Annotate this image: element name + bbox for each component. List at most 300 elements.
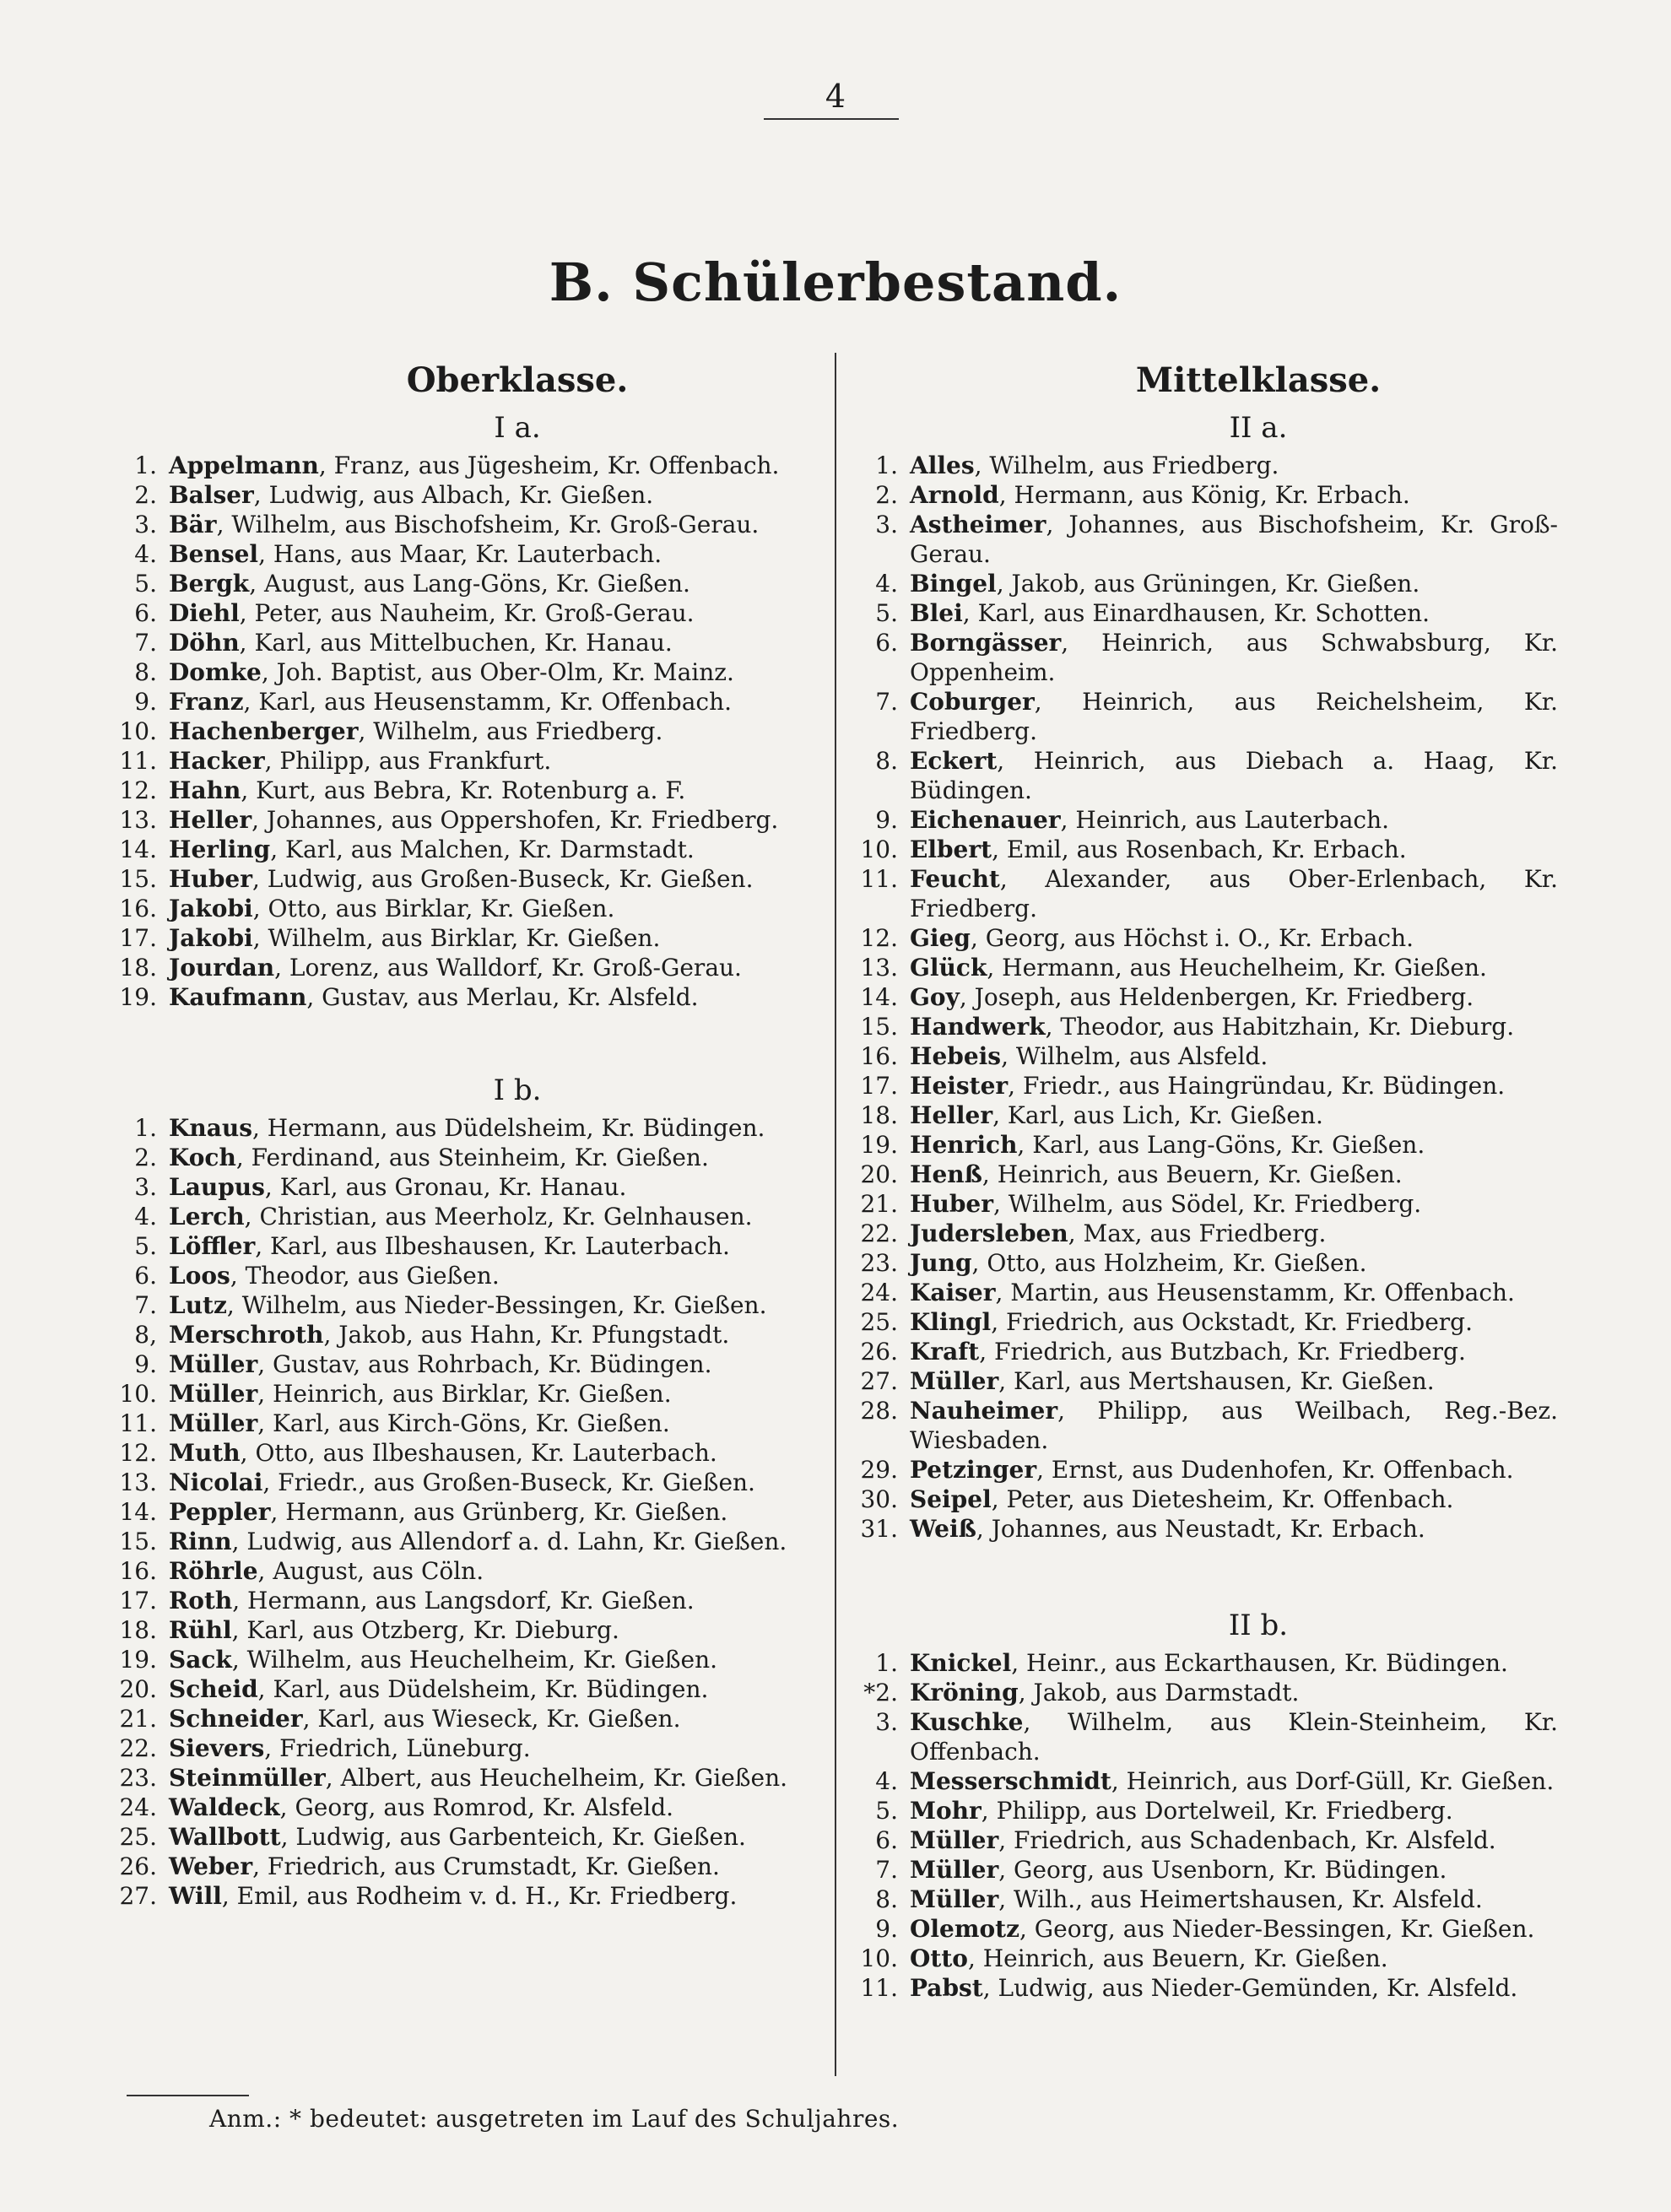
student-entry [116,953,817,982]
entry-text [910,480,1558,510]
student-details: , August, aus Cöln. [257,1557,484,1585]
student-entry [857,1189,1558,1219]
entry-text [910,1455,1558,1485]
student-entry [116,1113,817,1143]
student-entry [116,569,817,598]
student-surname: Nauheimer [910,1397,1058,1425]
student-entry [116,1143,817,1172]
student-surname: Müller [169,1409,258,1437]
student-surname: Huber [169,865,252,893]
student-surname: Muth [169,1439,241,1467]
student-entry [116,1556,817,1586]
entry-text [169,835,817,864]
entry-number: 10. [119,717,157,745]
student-details: , Friedr., aus Großen-Buseck, Kr. Gießen. [262,1468,755,1496]
student-surname: Loos [169,1262,230,1290]
student-details: , Wilhelm, aus Nieder-Bessingen, Kr. Gießen. [226,1291,767,1319]
student-surname: Merschroth [169,1321,324,1349]
student-details: , Heinrich, aus Dorf-Güll, Kr. Gießen. [1111,1767,1555,1795]
student-surname: Herling [169,836,271,863]
entry-number: 20. [860,1160,898,1188]
student-surname: Huber [910,1190,993,1218]
student-details: , Georg, aus Usenborn, Kr. Büdingen. [998,1856,1447,1884]
entry-text [169,1586,817,1615]
student-entry [857,628,1558,687]
student-entry [857,1825,1558,1855]
entry-number: 17. [119,924,157,952]
entry-text [169,1556,817,1586]
entry-number: 12. [119,776,157,804]
student-entry [857,835,1558,864]
student-surname: Weiß [910,1515,976,1543]
entry-number: 27. [860,1367,898,1395]
entry-number: 12. [860,924,898,952]
student-entry [116,1409,817,1438]
entry-number: 5. [875,599,898,627]
student-entry [857,746,1558,805]
student-details: , Christian, aus Meerholz, Kr. Gelnhausen. [244,1203,753,1230]
student-details: , Friedrich, Lüneburg. [264,1734,531,1762]
student-details: , Theodor, aus Gießen. [230,1262,500,1290]
student-surname: Lutz [169,1291,227,1319]
entry-text [169,1261,817,1290]
student-entry [116,1763,817,1793]
entry-text [169,746,817,776]
student-details: , Wilhelm, aus Klein-Steinheim, Kr. Offenbach. [910,1708,1558,1766]
student-surname: Knickel [910,1649,1012,1677]
student-details: , Gustav, aus Merlau, Kr. Alsfeld. [306,983,699,1011]
student-surname: Mohr [910,1797,982,1825]
student-entry [857,1707,1558,1766]
student-surname: Bingel [910,570,997,598]
student-details: , Emil, aus Rosenbach, Kr. Erbach. [992,836,1407,863]
student-surname: Gieg [910,924,971,952]
entry-number: 22. [119,1734,157,1762]
student-entry [857,1337,1558,1366]
entry-text [169,894,817,923]
student-entry [116,717,817,746]
student-entry [857,1396,1558,1455]
entry-number: 18. [119,1616,157,1644]
student-entry [116,1320,817,1349]
entry-number: 8. [134,658,157,686]
student-entry [857,1455,1558,1485]
student-entry [116,1290,817,1320]
student-details: , Kurt, aus Bebra, Kr. Rotenburg a. F. [241,776,686,804]
student-entry [116,598,817,628]
student-details: , Heinrich, aus Diebach a. Haag, Kr. Büdingen. [910,747,1558,804]
entry-text [910,451,1558,480]
entry-text [169,1468,817,1497]
entry-number: 11. [119,1409,157,1437]
student-entry [857,1885,1558,1914]
entry-text [169,1172,817,1202]
student-surname: Will [169,1882,222,1910]
entry-text [910,1248,1558,1278]
ib-heading: I b. [493,1074,542,1107]
student-surname: Weber [169,1852,253,1880]
student-surname: Müller [910,1826,999,1854]
student-surname: Franz [169,688,244,716]
student-entry [116,510,817,539]
entry-number: 3. [875,511,898,538]
entry-text [169,953,817,982]
student-surname: Judersleben [910,1220,1068,1247]
student-entry [857,923,1558,953]
entry-text [169,510,817,539]
student-surname: Otto [910,1944,968,1972]
entry-number: 14. [119,1498,157,1526]
footnote-rule [127,2095,249,2096]
entry-number: 3. [875,1708,898,1736]
student-details: , Friedr., aus Haingründau, Kr. Büdingen. [1008,1072,1506,1100]
entry-number: 13. [119,806,157,834]
entry-number: 16. [119,1557,157,1585]
entry-text [910,1307,1558,1337]
entry-text [910,1189,1558,1219]
entry-number: *2. [863,1679,898,1706]
student-entry [857,1973,1558,2003]
entry-number: 7. [134,1291,157,1319]
entry-text [169,1881,817,1911]
entry-text [169,628,817,657]
entry-text [910,1855,1558,1885]
entry-number: 19. [119,1646,157,1674]
student-entry [116,1881,817,1911]
student-details: , Otto, aus Ilbeshausen, Kr. Lauterbach. [240,1439,717,1467]
student-surname: Jakobi [169,924,253,952]
student-surname: Messerschmidt [910,1767,1111,1795]
entry-text [169,1202,817,1231]
entry-text [910,1337,1558,1366]
student-surname: Jakobi [169,895,253,922]
entry-text [910,835,1558,864]
student-details: , Hermann, aus Düdelsheim, Kr. Büdingen. [251,1114,765,1142]
oberklasse-heading: Oberklasse. [406,360,629,400]
student-details: , Heinrich, aus Beuern, Kr. Gießen. [982,1160,1403,1188]
student-entry [857,1514,1558,1544]
entry-text [169,1143,817,1172]
student-surname: Kraft [910,1338,980,1366]
entry-text [169,1615,817,1645]
student-details: , Georg, aus Höchst i. O., Kr. Erbach. [970,924,1414,952]
entry-number: 13. [119,1468,157,1496]
entry-number: 14. [860,983,898,1011]
entry-number: 31. [860,1515,898,1543]
student-details: , Karl, aus Mertshausen, Kr. Gießen. [998,1367,1435,1395]
entry-text [910,1678,1558,1707]
entry-number: 19. [860,1131,898,1159]
entry-number: 5. [875,1797,898,1825]
student-entry [116,982,817,1012]
entry-number: 15. [860,1013,898,1041]
entry-number: 4. [134,540,157,568]
entry-number: 9. [134,1350,157,1378]
entry-number: 5. [134,570,157,598]
student-surname: Handwerk [910,1013,1046,1041]
entry-number: 24. [860,1279,898,1306]
entry-text [910,1707,1558,1766]
entry-text [169,569,817,598]
student-surname: Glück [910,954,987,982]
student-details: , Ferdinand, aus Steinheim, Kr. Gießen. [235,1144,709,1171]
student-details: , Karl, aus Mittelbuchen, Kr. Hanau. [239,629,673,657]
entry-text [910,1648,1558,1678]
student-entry [116,1497,817,1527]
student-surname: Petzinger [910,1456,1037,1484]
ia-list [116,451,817,1012]
entry-text [169,864,817,894]
mittelklasse-column [857,356,1558,2003]
student-entry [116,894,817,923]
student-details: , Ludwig, aus Nieder-Gemünden, Kr. Alsfeld. [982,1974,1518,2002]
entry-text [910,746,1558,805]
student-entry [857,1130,1558,1160]
student-entry [857,1101,1558,1130]
student-details: , Ludwig, aus Großen-Buseck, Kr. Gießen. [251,865,754,893]
entry-number: 6. [134,599,157,627]
entry-text [910,1278,1558,1307]
student-surname: Bergk [169,570,250,598]
student-surname: Jourdan [169,954,275,982]
student-details: , Johannes, aus Oppershofen, Kr. Friedberg. [251,806,779,834]
student-entry [116,628,817,657]
student-surname: Alles [910,452,975,479]
student-surname: Olemotz [910,1915,1019,1943]
student-details: , Wilh., aus Heimertshausen, Kr. Alsfeld. [998,1885,1483,1913]
entry-text [169,1763,817,1793]
student-details: , Wilhelm, aus Heuchelheim, Kr. Gießen. [231,1646,718,1674]
entry-text [169,1320,817,1349]
entry-number: 30. [860,1485,898,1513]
entry-text [910,1101,1558,1130]
entry-text [169,687,817,717]
student-entry [116,539,817,569]
entry-text [169,805,817,835]
entry-number: 13. [860,954,898,982]
student-surname: Appelmann [169,452,319,479]
student-entry [116,1852,817,1881]
student-entry [857,1071,1558,1101]
entry-number: 10. [119,1380,157,1408]
student-details: , Friedrich, aus Schadenbach, Kr. Alsfeld. [998,1826,1496,1854]
student-surname: Müller [910,1367,999,1395]
entry-number: 26. [119,1852,157,1880]
student-entry [116,1793,817,1822]
student-entry [857,687,1558,746]
student-entry [857,1648,1558,1678]
student-details: , Karl, aus Lang-Göns, Kr. Gießen. [1017,1131,1425,1159]
entry-text [169,598,817,628]
student-entry [857,451,1558,480]
student-entry [857,805,1558,835]
mittelklasse-heading: Mittelklasse. [1135,360,1382,400]
student-details: , Johannes, aus Bischofsheim, Kr. Groß-Gerau. [910,511,1558,568]
student-entry [116,1527,817,1556]
entry-text [910,1366,1558,1396]
section-title: B. Schülerbestand. [549,251,1122,313]
student-entry [857,569,1558,598]
entry-number: 7. [875,1856,898,1884]
student-entry [857,1678,1558,1707]
entry-text [169,451,817,480]
entry-number: 7. [875,688,898,716]
entry-number: 1. [875,1649,898,1677]
student-details: , Heinrich, aus Lauterbach. [1060,806,1390,834]
student-details: , Heinr., aus Eckarthausen, Kr. Büdingen. [1011,1649,1508,1677]
entry-text [910,1944,1558,1973]
student-surname: Laupus [169,1173,265,1201]
student-surname: Schneider [169,1705,303,1733]
student-entry [857,1278,1558,1307]
student-details: , Friedrich, aus Crumstadt, Kr. Gießen. [252,1852,720,1880]
student-details: , Karl, aus Einardhausen, Kr. Schotten. [962,599,1430,627]
entry-text [910,1973,1558,2003]
entry-text [169,1527,817,1556]
student-details: , Ludwig, aus Garbenteich, Kr. Gießen. [280,1823,746,1851]
student-details: , Wilhelm, aus Friedberg. [974,452,1279,479]
entry-number: 2. [875,481,898,509]
student-surname: Kuschke [910,1708,1024,1736]
student-surname: Kaiser [910,1279,996,1306]
entry-text [169,1645,817,1674]
entry-number: 11. [119,747,157,775]
student-details: , Peter, aus Dietesheim, Kr. Offenbach. [991,1485,1454,1513]
entry-text [169,1733,817,1763]
student-entry [857,1366,1558,1396]
entry-text [169,1674,817,1704]
student-surname: Henrich [910,1131,1018,1159]
entry-text [169,657,817,687]
student-entry [857,1041,1558,1071]
student-details: , Heinrich, aus Birklar, Kr. Gießen. [257,1380,672,1408]
entry-number: 28. [860,1397,898,1425]
entry-text [169,1497,817,1527]
entry-text [169,1822,817,1852]
student-details: , Otto, aus Birklar, Kr. Gießen. [252,895,615,922]
ib-list [116,1113,817,1911]
entry-number: 9. [875,806,898,834]
student-surname: Steinmüller [169,1764,326,1792]
student-surname: Röhrle [169,1557,258,1585]
entry-number: 9. [134,688,157,716]
entry-number: 1. [134,1114,157,1142]
student-details: , Jakob, aus Darmstadt. [1018,1679,1300,1706]
entry-text [169,1349,817,1379]
student-surname: Eichenauer [910,806,1061,834]
student-surname: Hahn [169,776,241,804]
student-surname: Müller [169,1350,258,1378]
entry-text [169,923,817,953]
entry-text [169,1113,817,1143]
student-entry [857,1855,1558,1885]
student-details: , Wilhelm, aus Södel, Kr. Friedberg. [992,1190,1422,1218]
student-details: , Karl, aus Düdelsheim, Kr. Büdingen. [257,1675,709,1703]
student-entry [857,510,1558,569]
student-details: , Georg, aus Nieder-Bessingen, Kr. Gießen. [1019,1915,1535,1943]
student-surname: Müller [169,1380,258,1408]
student-details: , Gustav, aus Rohrbach, Kr. Büdingen. [257,1350,712,1378]
student-details: , Lorenz, aus Walldorf, Kr. Groß-Gerau. [274,954,742,982]
footnote: Anm.: * bedeutet: ausgetreten im Lauf des Schuljahres. [209,2105,900,2133]
student-entry [116,1733,817,1763]
entry-text [910,1825,1558,1855]
entry-number: 29. [860,1456,898,1484]
entry-text [910,687,1558,746]
student-details: , Johannes, aus Neustadt, Kr. Erbach. [976,1515,1425,1543]
entry-text [169,1793,817,1822]
student-surname: Borngässer [910,629,1062,657]
entry-text [910,982,1558,1012]
student-surname: Rühl [169,1616,232,1644]
student-surname: Döhn [169,629,240,657]
entry-text [169,480,817,510]
entry-number: 8. [875,1885,898,1913]
student-entry [857,864,1558,923]
student-surname: Müller [910,1885,999,1913]
entry-number: 7. [134,629,157,657]
entry-number: 18. [860,1101,898,1129]
student-surname: Bensel [169,540,259,568]
student-surname: Coburger [910,688,1035,716]
entry-number: 2. [134,481,157,509]
student-details: , Karl, aus Heusenstamm, Kr. Offenbach. [243,688,733,716]
student-details: , Alexander, aus Ober-Erlenbach, Kr. Friedberg. [910,865,1558,922]
student-details: , Ludwig, aus Allendorf a. d. Lahn, Kr. Gießen. [231,1528,787,1555]
entry-number: 21. [119,1705,157,1733]
student-entry [857,982,1558,1012]
student-details: , Otto, aus Holzheim, Kr. Gießen. [971,1249,1367,1277]
student-entry [116,1261,817,1290]
student-details: , Wilhelm, aus Birklar, Kr. Gießen. [252,924,661,952]
student-surname: Arnold [910,481,999,509]
student-details: , Albert, aus Heuchelheim, Kr. Gießen. [325,1764,787,1792]
student-details: , Jakob, aus Grüningen, Kr. Gießen. [996,570,1420,598]
entry-text [169,1704,817,1733]
student-surname: Müller [910,1856,999,1884]
oberklasse-column [116,356,817,1911]
entry-number: 10. [860,1944,898,1972]
student-details: , Heinrich, aus Reichelsheim, Kr. Friedberg. [910,688,1558,745]
entry-number: 25. [860,1308,898,1336]
iia-list [857,451,1558,1544]
student-details: , August, aus Lang-Göns, Kr. Gießen. [249,570,690,598]
entry-text [910,805,1558,835]
entry-number: 5. [134,1232,157,1260]
entry-number: 1. [875,452,898,479]
student-entry [116,1349,817,1379]
student-surname: Elbert [910,836,992,863]
entry-number: 14. [119,836,157,863]
entry-text [169,1379,817,1409]
entry-number: 23. [860,1249,898,1277]
student-entry [116,480,817,510]
student-entry [116,776,817,805]
student-surname: Henß [910,1160,982,1188]
entry-number: 2. [134,1144,157,1171]
student-surname: Rinn [169,1528,232,1555]
student-details: , Martin, aus Heusenstamm, Kr. Offenbach. [995,1279,1515,1306]
student-details: , Heinrich, aus Schwabsburg, Kr. Oppenheim. [910,629,1558,686]
entry-text [910,864,1558,923]
entry-number: 8. [875,747,898,775]
entry-text [910,510,1558,569]
entry-number: 22. [860,1220,898,1247]
student-surname: Diehl [169,599,240,627]
student-entry [857,598,1558,628]
student-entry [116,687,817,717]
student-details: , Heinrich, aus Beuern, Kr. Gießen. [967,1944,1388,1972]
